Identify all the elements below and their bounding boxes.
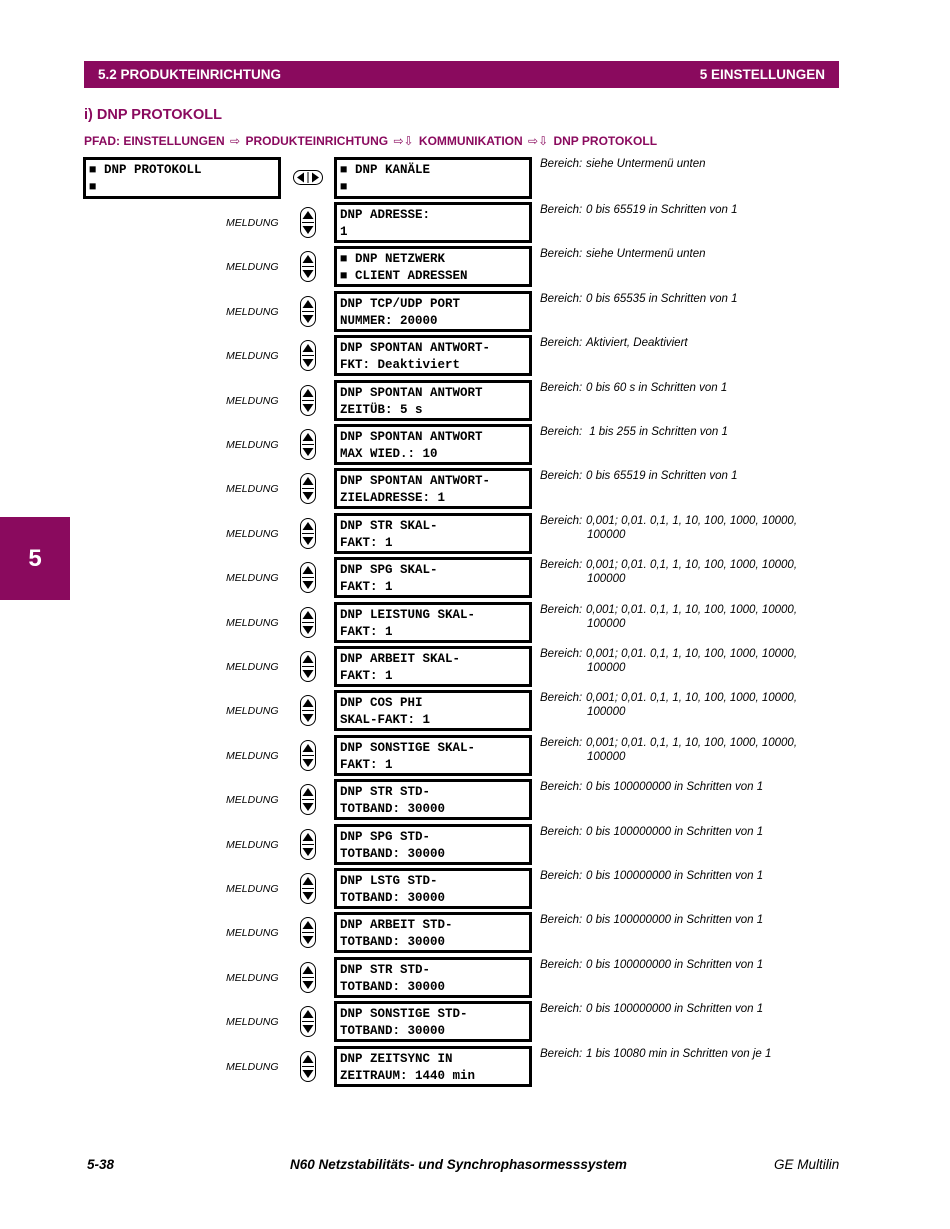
up-down-keys-icon <box>300 784 316 815</box>
setting-row <box>0 957 950 1001</box>
up-down-keys-icon <box>300 207 316 238</box>
lcd-line-1: DNP STR SKAL- <box>340 518 438 533</box>
lcd-line-1: DNP SONSTIGE SKAL- <box>340 740 476 755</box>
range-value: 0 bis 100000000 in Schritten von 1 <box>586 870 764 882</box>
message-label: MELDUNG <box>226 439 279 451</box>
range-label: Bereich: <box>540 381 583 394</box>
range-value: 0 bis 65535 in Schritten von 1 <box>586 292 738 305</box>
lcd-line-2: ■ CLIENT ADRESSEN <box>340 269 468 284</box>
lcd-line-2: TOTBAND: 30000 <box>340 979 446 994</box>
range-description <box>540 469 738 483</box>
up-down-keys-icon <box>300 695 316 726</box>
setting-row <box>0 735 950 779</box>
lcd-line-1: ■ DNP NETZWERK <box>340 252 446 267</box>
dnp-channels-box <box>334 157 532 199</box>
lcd-line-2: FAKT: 1 <box>340 580 393 595</box>
range-description <box>540 336 688 350</box>
setting-display-box <box>334 779 532 820</box>
setting-row <box>0 602 950 646</box>
range-value: 0,001; 0,01. 0,1, 1, 10, 100, 1000, 10000, <box>586 559 798 572</box>
path-step-1: EINSTELLUNGEN <box>123 134 225 148</box>
lcd-line-1: ■ DNP KANÄLE <box>340 163 431 177</box>
setting-row <box>0 779 950 823</box>
up-down-keys-icon <box>300 1006 316 1037</box>
message-label: MELDUNG <box>226 883 279 895</box>
setting-display-box <box>334 246 532 287</box>
message-label: MELDUNG <box>226 705 279 718</box>
range-label: Bereich: <box>540 736 583 749</box>
lcd-line-1: DNP STR STD- <box>340 962 431 977</box>
lcd-line-2: TOTBAND: 30000 <box>340 1024 446 1039</box>
setting-display-box <box>334 202 532 243</box>
range-value-continued: 100000 <box>587 706 626 719</box>
message-label: MELDUNG <box>226 1060 279 1073</box>
range-label: Bereich: <box>540 825 583 838</box>
lcd-line-2: FAKT: 1 <box>340 757 393 772</box>
lcd-line-2: NUMMER: 20000 <box>340 313 438 328</box>
lcd-line-2: FAKT: 1 <box>340 624 393 639</box>
message-label: MELDUNG <box>226 749 279 762</box>
range-value: 0 bis 60 s in Schritten von 1 <box>586 381 728 394</box>
up-down-keys-icon <box>300 1051 316 1082</box>
range-value: 0 bis 100000000 in Schritten von 1 <box>586 958 764 971</box>
range-value: 0,001; 0,01. 0,1, 1, 10, 100, 1000, 10000, <box>586 692 798 705</box>
range-label: Bereich: <box>540 914 583 927</box>
setting-row <box>0 557 950 601</box>
path-arrow-down-icon: ⇨⇩ <box>528 134 549 148</box>
root-menu-box <box>83 157 281 199</box>
range-value: Aktiviert, Deaktiviert <box>586 337 688 350</box>
range-label: Bereich: <box>540 514 583 527</box>
range-description <box>540 1047 771 1061</box>
range-value: 0 bis 100000000 in Schritten von 1 <box>586 781 764 794</box>
up-down-keys-icon <box>300 518 316 549</box>
document-title: N60 Netzstabilitäts- und Synchrophasormesssystem <box>290 1157 627 1172</box>
lcd-line-1: DNP SPONTAN ANTWORT <box>340 430 483 444</box>
up-down-keys-icon <box>300 296 316 327</box>
message-label: MELDUNG <box>226 217 279 229</box>
lcd-line-1: DNP SPONTAN ANTWORT- <box>340 474 491 489</box>
lcd-line-1: DNP ARBEIT STD- <box>340 918 453 933</box>
header-section-label: 5.2 PRODUKTEINRICHTUNG <box>98 67 282 82</box>
message-label: MELDUNG <box>226 971 279 984</box>
setting-display-box <box>334 291 532 332</box>
setting-row <box>0 380 950 424</box>
setting-row <box>0 912 950 956</box>
setting-row <box>0 246 950 290</box>
path-step-3: KOMMUNIKATION <box>418 134 523 148</box>
lcd-line-1: DNP SPONTAN ANTWORT- <box>340 341 491 356</box>
setting-display-box <box>334 824 532 865</box>
range-label: Bereich: <box>540 470 583 483</box>
setting-row <box>0 513 950 557</box>
path-arrow-icon: ⇨ <box>230 134 241 148</box>
path-arrow-down-icon: ⇨⇩ <box>393 134 414 148</box>
setting-display-box <box>334 557 532 598</box>
range-value-continued: 100000 <box>587 617 626 630</box>
lcd-line-1: DNP STR STD- <box>340 785 431 800</box>
range-value-continued: 100000 <box>587 750 626 763</box>
header-chapter-label: 5 EINSTELLUNGEN <box>699 67 825 82</box>
range-description <box>540 869 763 883</box>
menu-path <box>84 134 657 148</box>
range-description <box>540 780 763 794</box>
range-label: Bereich: <box>540 292 583 305</box>
page-number: 5-38 <box>87 1157 115 1172</box>
setting-display-box <box>334 912 532 953</box>
message-label: MELDUNG <box>226 1016 279 1029</box>
range-description <box>540 292 738 306</box>
setting-row <box>0 690 950 734</box>
lcd-line-2: 1 <box>340 225 348 239</box>
range-description <box>540 825 763 839</box>
lcd-line-2: ZEITRAUM: 1440 min <box>340 1068 476 1083</box>
lcd-line-2: ■ <box>340 180 348 194</box>
message-label: MELDUNG <box>226 350 279 363</box>
range-description <box>540 558 797 586</box>
setting-row <box>0 424 950 468</box>
company-name: GE Multilin <box>774 1157 840 1172</box>
lcd-line-2: FAKT: 1 <box>340 669 393 683</box>
range-value: 1 bis 10080 min in Schritten von je 1 <box>586 1047 772 1060</box>
range-value: 0 bis 100000000 in Schritten von 1 <box>586 1003 764 1016</box>
range-label: Bereich: <box>540 1047 583 1060</box>
message-label: MELDUNG <box>226 261 279 274</box>
lcd-line-2: FKT: Deaktiviert <box>340 358 461 373</box>
message-label: MELDUNG <box>226 483 279 496</box>
range-label: Bereich: <box>540 426 583 438</box>
setting-display-box <box>334 602 532 643</box>
up-down-keys-icon <box>300 251 316 282</box>
setting-display-box <box>334 335 532 376</box>
setting-display-box <box>334 646 532 687</box>
range-label: Bereich: <box>540 692 583 705</box>
path-step-4: DNP PROTOKOLL <box>553 134 658 148</box>
lcd-line-1: DNP ZEITSYNC IN <box>340 1051 453 1066</box>
range-value: 0,001; 0,01. 0,1, 1, 10, 100, 1000, 10000, <box>586 514 798 527</box>
up-down-keys-icon <box>300 562 316 593</box>
range-label: Bereich: <box>540 248 583 261</box>
lcd-line-1: DNP SPG STD- <box>340 829 431 844</box>
lcd-line-2: TOTBAND: 30000 <box>340 891 446 905</box>
range-value-continued: 100000 <box>587 662 626 674</box>
range-description <box>540 157 706 171</box>
lcd-line-1: DNP LSTG STD- <box>340 874 438 888</box>
setting-row <box>0 468 950 512</box>
path-step-2: PRODUKTEINRICHTUNG <box>245 134 389 148</box>
range-description <box>540 603 797 631</box>
message-label: MELDUNG <box>226 661 279 673</box>
setting-display-box <box>334 957 532 998</box>
range-label: Bereich: <box>540 158 583 170</box>
up-down-keys-icon <box>300 473 316 504</box>
message-label: MELDUNG <box>226 838 279 851</box>
path-prefix: PFAD: <box>84 134 120 148</box>
up-down-keys-icon <box>300 962 316 993</box>
range-value: 1 bis 255 in Schritten von 1 <box>586 426 728 438</box>
lcd-line-1: DNP SPG SKAL- <box>340 563 438 578</box>
range-description <box>540 425 728 439</box>
range-label: Bereich: <box>540 958 583 971</box>
up-down-keys-icon <box>300 340 316 371</box>
range-value-continued: 100000 <box>587 528 626 541</box>
range-description <box>540 958 763 972</box>
lcd-line-1: DNP ADRESSE: <box>340 208 431 222</box>
lcd-line-1: ■ DNP PROTOKOLL <box>89 163 202 177</box>
setting-row <box>0 202 950 246</box>
range-description <box>540 203 738 217</box>
range-description <box>540 647 797 675</box>
lcd-line-2: FAKT: 1 <box>340 535 393 550</box>
lcd-line-1: DNP LEISTUNG SKAL- <box>340 607 476 622</box>
setting-row <box>0 291 950 335</box>
setting-display-box <box>334 468 532 509</box>
setting-row <box>0 824 950 868</box>
setting-row <box>0 868 950 912</box>
lcd-line-2: ZIELADRESSE: 1 <box>340 491 446 506</box>
section-title: i) DNP PROTOKOLL <box>84 107 223 123</box>
range-label: Bereich: <box>540 781 583 794</box>
setting-display-box <box>334 735 532 776</box>
chapter-tab: 5 <box>0 517 70 600</box>
setting-row <box>0 1001 950 1045</box>
range-value: 0,001; 0,01. 0,1, 1, 10, 100, 1000, 10000, <box>586 648 798 660</box>
message-label: MELDUNG <box>226 394 279 407</box>
left-right-keys-icon <box>293 170 323 185</box>
section-header-bar <box>84 61 839 88</box>
range-value: siehe Untermenü unten <box>586 248 706 261</box>
lcd-line-1: DNP SONSTIGE STD- <box>340 1007 468 1022</box>
setting-row <box>0 1046 950 1090</box>
range-description <box>540 913 763 927</box>
range-description <box>540 514 797 542</box>
range-label: Bereich: <box>540 204 583 216</box>
up-down-keys-icon <box>300 917 316 948</box>
lcd-line-1: DNP SPONTAN ANTWORT <box>340 385 483 400</box>
lcd-line-2: TOTBAND: 30000 <box>340 846 446 861</box>
setting-display-box <box>334 380 532 421</box>
setting-row <box>0 646 950 690</box>
setting-display-box <box>334 1046 532 1087</box>
lcd-line-1: DNP COS PHI <box>340 696 423 711</box>
range-label: Bereich: <box>540 559 583 572</box>
up-down-keys-icon <box>300 873 316 904</box>
up-down-keys-icon <box>300 740 316 771</box>
range-value: 0 bis 100000000 in Schritten von 1 <box>586 825 764 838</box>
range-value: 0 bis 100000000 in Schritten von 1 <box>586 914 764 927</box>
range-description <box>540 381 727 395</box>
up-down-keys-icon <box>300 651 316 682</box>
lcd-line-2: TOTBAND: 30000 <box>340 802 446 817</box>
lcd-line-2: ZEITÜB: 5 s <box>340 402 423 417</box>
range-value: siehe Untermenü unten <box>586 158 706 170</box>
range-value-continued: 100000 <box>587 573 626 586</box>
lcd-line-1: DNP ARBEIT SKAL- <box>340 652 461 666</box>
message-label: MELDUNG <box>226 305 279 318</box>
lcd-line-2: MAX WIED.: 10 <box>340 447 438 461</box>
message-label: MELDUNG <box>226 927 279 940</box>
up-down-keys-icon <box>300 607 316 638</box>
range-label: Bereich: <box>540 337 583 350</box>
range-label: Bereich: <box>540 648 583 660</box>
range-value: 0,001; 0,01. 0,1, 1, 10, 100, 1000, 10000, <box>586 603 798 616</box>
message-label: MELDUNG <box>226 527 279 540</box>
up-down-keys-icon <box>300 429 316 460</box>
up-down-keys-icon <box>300 385 316 416</box>
range-description <box>540 1002 763 1016</box>
lcd-line-2: TOTBAND: 30000 <box>340 935 446 950</box>
range-value: 0,001; 0,01. 0,1, 1, 10, 100, 1000, 10000, <box>586 736 798 749</box>
setting-display-box <box>334 1001 532 1042</box>
range-label: Bereich: <box>540 1003 583 1016</box>
lcd-line-1: DNP TCP/UDP PORT <box>340 296 461 311</box>
setting-display-box <box>334 690 532 731</box>
message-label: MELDUNG <box>226 616 279 629</box>
range-value: 0 bis 65519 in Schritten von 1 <box>586 204 738 216</box>
range-description <box>540 691 797 719</box>
lcd-line-2: SKAL-FAKT: 1 <box>340 713 431 728</box>
message-label: MELDUNG <box>226 572 279 585</box>
lcd-line-2: ■ <box>89 180 97 194</box>
message-label: MELDUNG <box>226 794 279 807</box>
setting-row <box>0 335 950 379</box>
setting-display-box <box>334 424 532 465</box>
up-down-keys-icon <box>300 829 316 860</box>
range-description <box>540 247 706 261</box>
range-value: 0 bis 65519 in Schritten von 1 <box>586 470 738 483</box>
range-label: Bereich: <box>540 870 583 882</box>
range-description <box>540 736 797 764</box>
setting-display-box <box>334 513 532 554</box>
setting-display-box <box>334 868 532 909</box>
range-label: Bereich: <box>540 603 583 616</box>
